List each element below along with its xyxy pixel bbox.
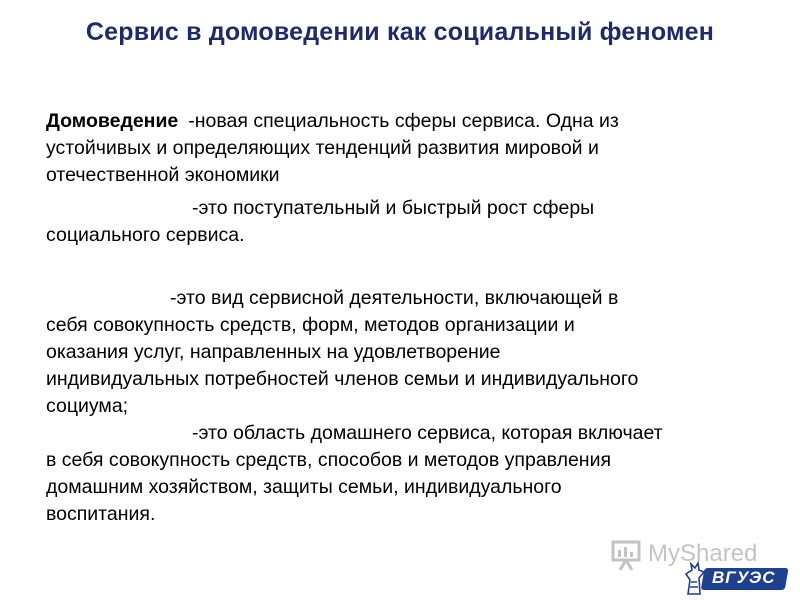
paragraph-line: домашним хозяйством, защиты семьи, индивидуального	[46, 476, 562, 498]
paragraph-definition	[46, 108, 786, 189]
paragraph-line	[79, 285, 786, 312]
paragraph-line: в себя совокупность средств, способов и методов управления	[46, 449, 612, 471]
slide-body	[46, 108, 786, 528]
paragraph-line: социального сервиса.	[46, 224, 245, 246]
line-text: -это вид сервисной деятельности, включающей в	[170, 287, 619, 309]
paragraph-line: устойчивых и определяющих тенденций развития мировой и	[46, 137, 599, 159]
paragraph-line: индивидуальных потребностей членов семьи и индивидуального	[46, 368, 639, 390]
paragraph-line	[79, 195, 786, 222]
logo-text: ВГУЭС	[712, 568, 776, 587]
university-logo	[682, 560, 792, 596]
paragraph-home-service	[46, 420, 786, 528]
term-label: Домоведение	[46, 110, 179, 132]
paragraph-line: себя совокупность средств, форм, методов организации и	[46, 314, 575, 336]
paragraph-line: отечественной экономики	[46, 164, 280, 186]
line-text: -новая специальность сферы сервиса. Одна из	[188, 110, 619, 132]
paragraph-line: социума;	[46, 395, 129, 417]
paragraph-line: воспитания.	[46, 503, 156, 525]
paragraph-line	[46, 108, 786, 135]
line-text: -это область домашнего сервиса, которая включает	[192, 422, 663, 444]
presentation-board-icon	[610, 538, 644, 572]
paragraph-growth	[46, 195, 786, 249]
line-text: -это поступательный и быстрый рост сферы	[192, 197, 595, 219]
slide-title: Сервис в домоведении как социальный феномен	[85, 18, 715, 46]
paragraph-line	[79, 420, 786, 447]
paragraph-line: оказания услуг, направленных на удовлетворение	[46, 341, 501, 363]
paragraph-service-activity	[46, 285, 786, 420]
watermark-text: MyShared	[648, 540, 758, 567]
